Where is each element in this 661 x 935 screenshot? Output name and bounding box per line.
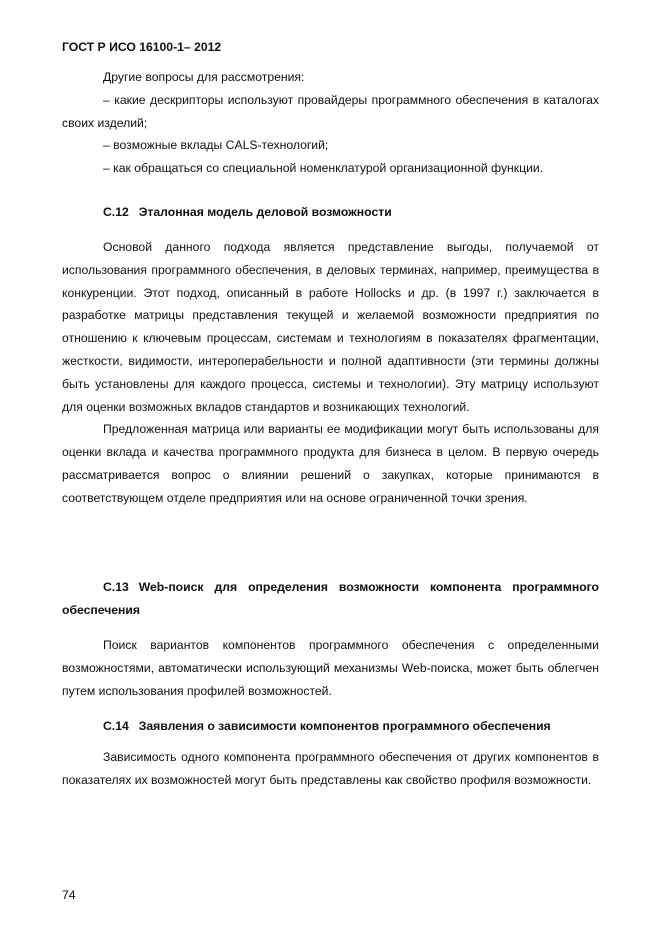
section-title: Заявления о зависимости компонентов программного обеспечения [138,719,551,733]
list-item: – возможные вклады CALS-технологий; [103,138,329,153]
intro-lead: Другие вопросы для рассмотрения: [103,70,305,84]
section-title: Web-поиск для определения возможности компонента программного обеспечения [62,580,599,617]
paragraph: Предложенная матрица или варианты ее модификации могут быть использованы для оценки вклада и качества программного продукта для бизнеса в целом. В первую очередь рассматривается вопрос о влиянии решений о закупках, которые принимаются в соответствующем отделе предприятия или на основе ограниченной точки зрения. [62,422,599,505]
section-heading-c14 [62,715,599,738]
section-number: С.14 [103,719,129,733]
paragraph: Зависимость одного компонента программного обеспечения от других компонентов в показателях их возможностей могут быть представлены как свойство профиля возможности. [62,750,599,787]
paragraph: Поиск вариантов компонентов программного обеспечения с определенными возможностями, автоматически использующий механизмы Web-поиска, может быть облегчен путем использования профилей возможностей. [62,638,599,698]
section-number: С.13 [103,580,129,594]
section-body-c14 [62,746,599,792]
section-title: Эталонная модель деловой возможности [138,205,392,219]
section-body-c13 [62,634,599,702]
list-item: – как обращаться со специальной номенклатурой организационной функции. [103,161,544,176]
intro-block [62,66,599,180]
page-number: 74 [62,888,76,902]
list-item: – какие дескрипторы используют провайдеры программного обеспечения в каталогах своих изделий; [62,92,599,130]
section-body-c12 [62,236,599,510]
section-number: С.12 [103,205,129,219]
section-heading-c13 [62,576,599,622]
document-header: ГОСТ Р ИСО 16100-1– 2012 [62,40,222,54]
paragraph: Основой данного подхода является представление выгоды, получаемой от использования программного обеспечения, в деловых терминах, например, преимущества в конкуренции. Этот подход, описанный в работе Hollocks и др. (в 1997 г.) заключается в разработке матрицы представления текущей и желаемой возможности предприятия по отношению к ключевым процессам, системам и технологиям в показателях фрагментации, жесткости, видимости, интероперабельности и полной адаптивности (эти термины должны быть установлены для каждого процесса, системы и технологии). Эту матрицу используют для оценки возможных вкладов стандартов и возникающих технологий. [62,240,599,414]
section-heading-c12 [62,201,599,224]
